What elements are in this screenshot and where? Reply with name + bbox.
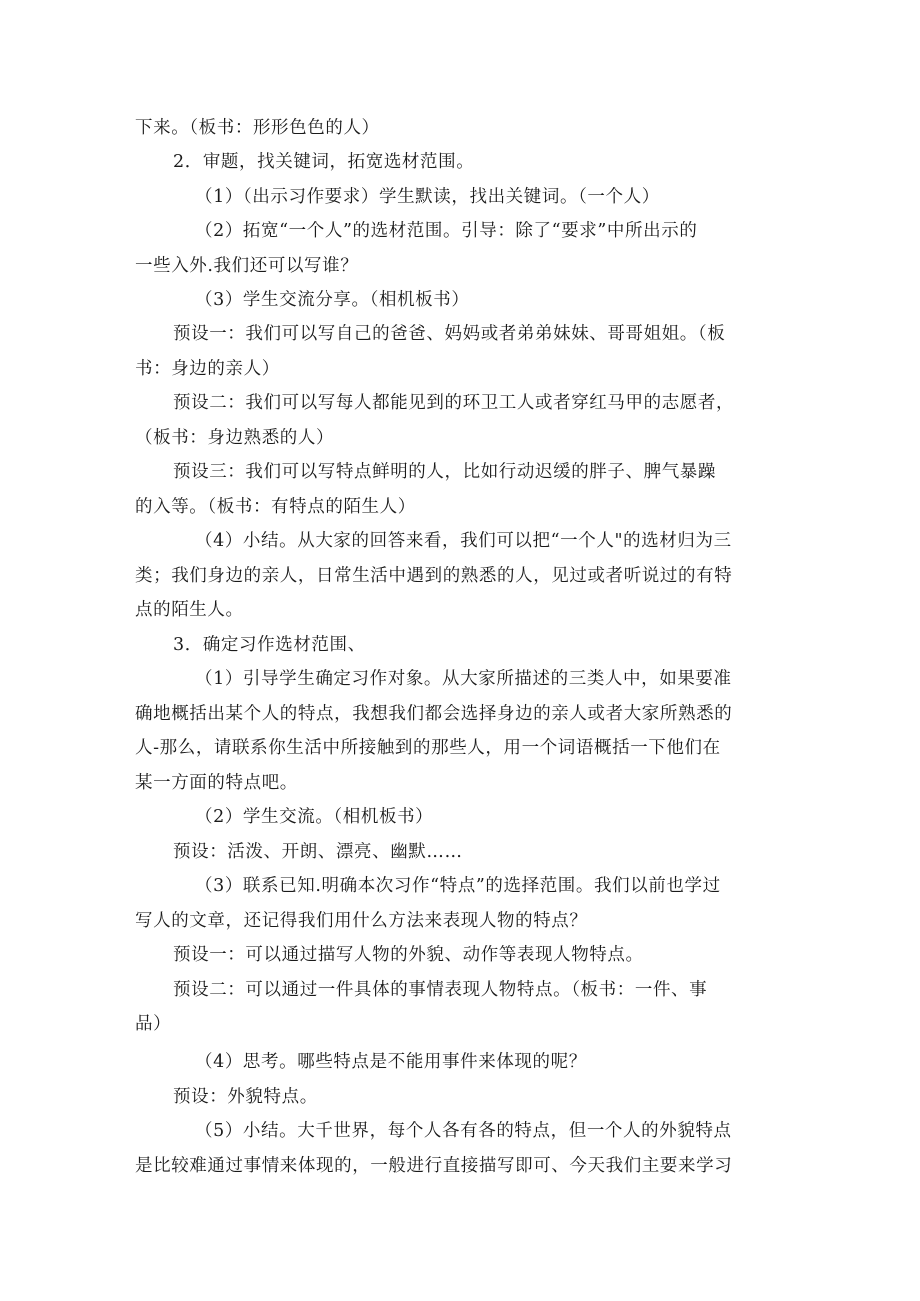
text-line: 2．审题，找关键词，拓宽选材范围。 (173, 152, 475, 172)
text-line: （4）思考。哪些特点是不能用事件来体现的呢？ (195, 1052, 587, 1072)
text-line: 书：身边的亲人） (135, 359, 280, 379)
text-line: 3．确定习作选材范围、 (173, 635, 366, 655)
text-line: 预设二：可以通过一件具体的事情表现人物特点。（板书：一件、事 (173, 980, 708, 1000)
text-line: （3）联系已知.明确本次习作“特点”的选择范围。我们以前也学过 (195, 876, 721, 896)
text-line: （1）引导学生确定习作对象。从大家所描述的三类人中，如果要准 (195, 669, 732, 689)
text-line: 预设：外貌特点。 (173, 1087, 318, 1107)
text-line: （2）学生交流。（相机板书） (195, 807, 434, 827)
text-line: （2）拓宽“一个人”的选材范围。引导：除了“要求”中所出示的 (195, 221, 698, 241)
text-line: 的入等。（板书：有特点的陌生人） (135, 497, 416, 517)
text-line: （3）学生交流分享。（相机板书） (195, 290, 470, 310)
text-line: 预设三：我们可以写特点鲜明的人，比如行动迟缓的胖子、脾气暴躁 (173, 462, 716, 482)
text-line: 某一方面的特点吧。 (135, 773, 298, 793)
text-line: 一些入外.我们还可以写谁？ (135, 256, 359, 276)
text-line: （4）小结。从大家的回答来看，我们可以把“一个人"的选材归为三 (195, 531, 732, 551)
text-line: （1）（出示习作要求）学生默读，找出关键词。（一个人） (195, 187, 660, 207)
text-line: 点的陌生人。 (135, 600, 244, 620)
text-line: 下来。（板书：形形色色的人） (135, 118, 380, 138)
text-line: 确地概括出某个人的特点，我想我们都会选择身边的亲人或者大家所熟悉的 (135, 704, 733, 724)
text-line: 写人的文章，还记得我们用什么方法来表现人物的特点？ (135, 911, 588, 931)
text-line: 预设二：我们可以写每人都能见到的环卫工人或者穿红马甲的志愿者， (173, 393, 735, 413)
text-line: 是比较难通过事情来体现的，一般进行直接描写即可、今天我们主要来学习 (135, 1156, 733, 1176)
text-line: 品） (135, 1014, 172, 1034)
text-line: 人-那么，请联系你生活中所接触到的那些人，用一个词语概括一下他们在 (135, 738, 721, 758)
text-line: （板书：身边熟悉的人） (135, 428, 335, 448)
text-line: 预设一：我们可以写自己的爸爸、妈妈或者弟弟妹妹、哥哥姐姐。（板 (173, 324, 726, 344)
text-line: （5）小结。大千世界，每个人各有各的特点，但一个人的外貌特点 (195, 1121, 732, 1141)
text-line: 预设一：可以通过描写人物的外貌、动作等表现人物特点。 (173, 945, 644, 965)
text-line: 类；我们身边的亲人，日常生活中遇到的熟悉的人，见过或者听说过的有特 (135, 566, 733, 586)
text-line: 预设：活泼、开朗、漂亮、幽默…… (173, 842, 463, 862)
